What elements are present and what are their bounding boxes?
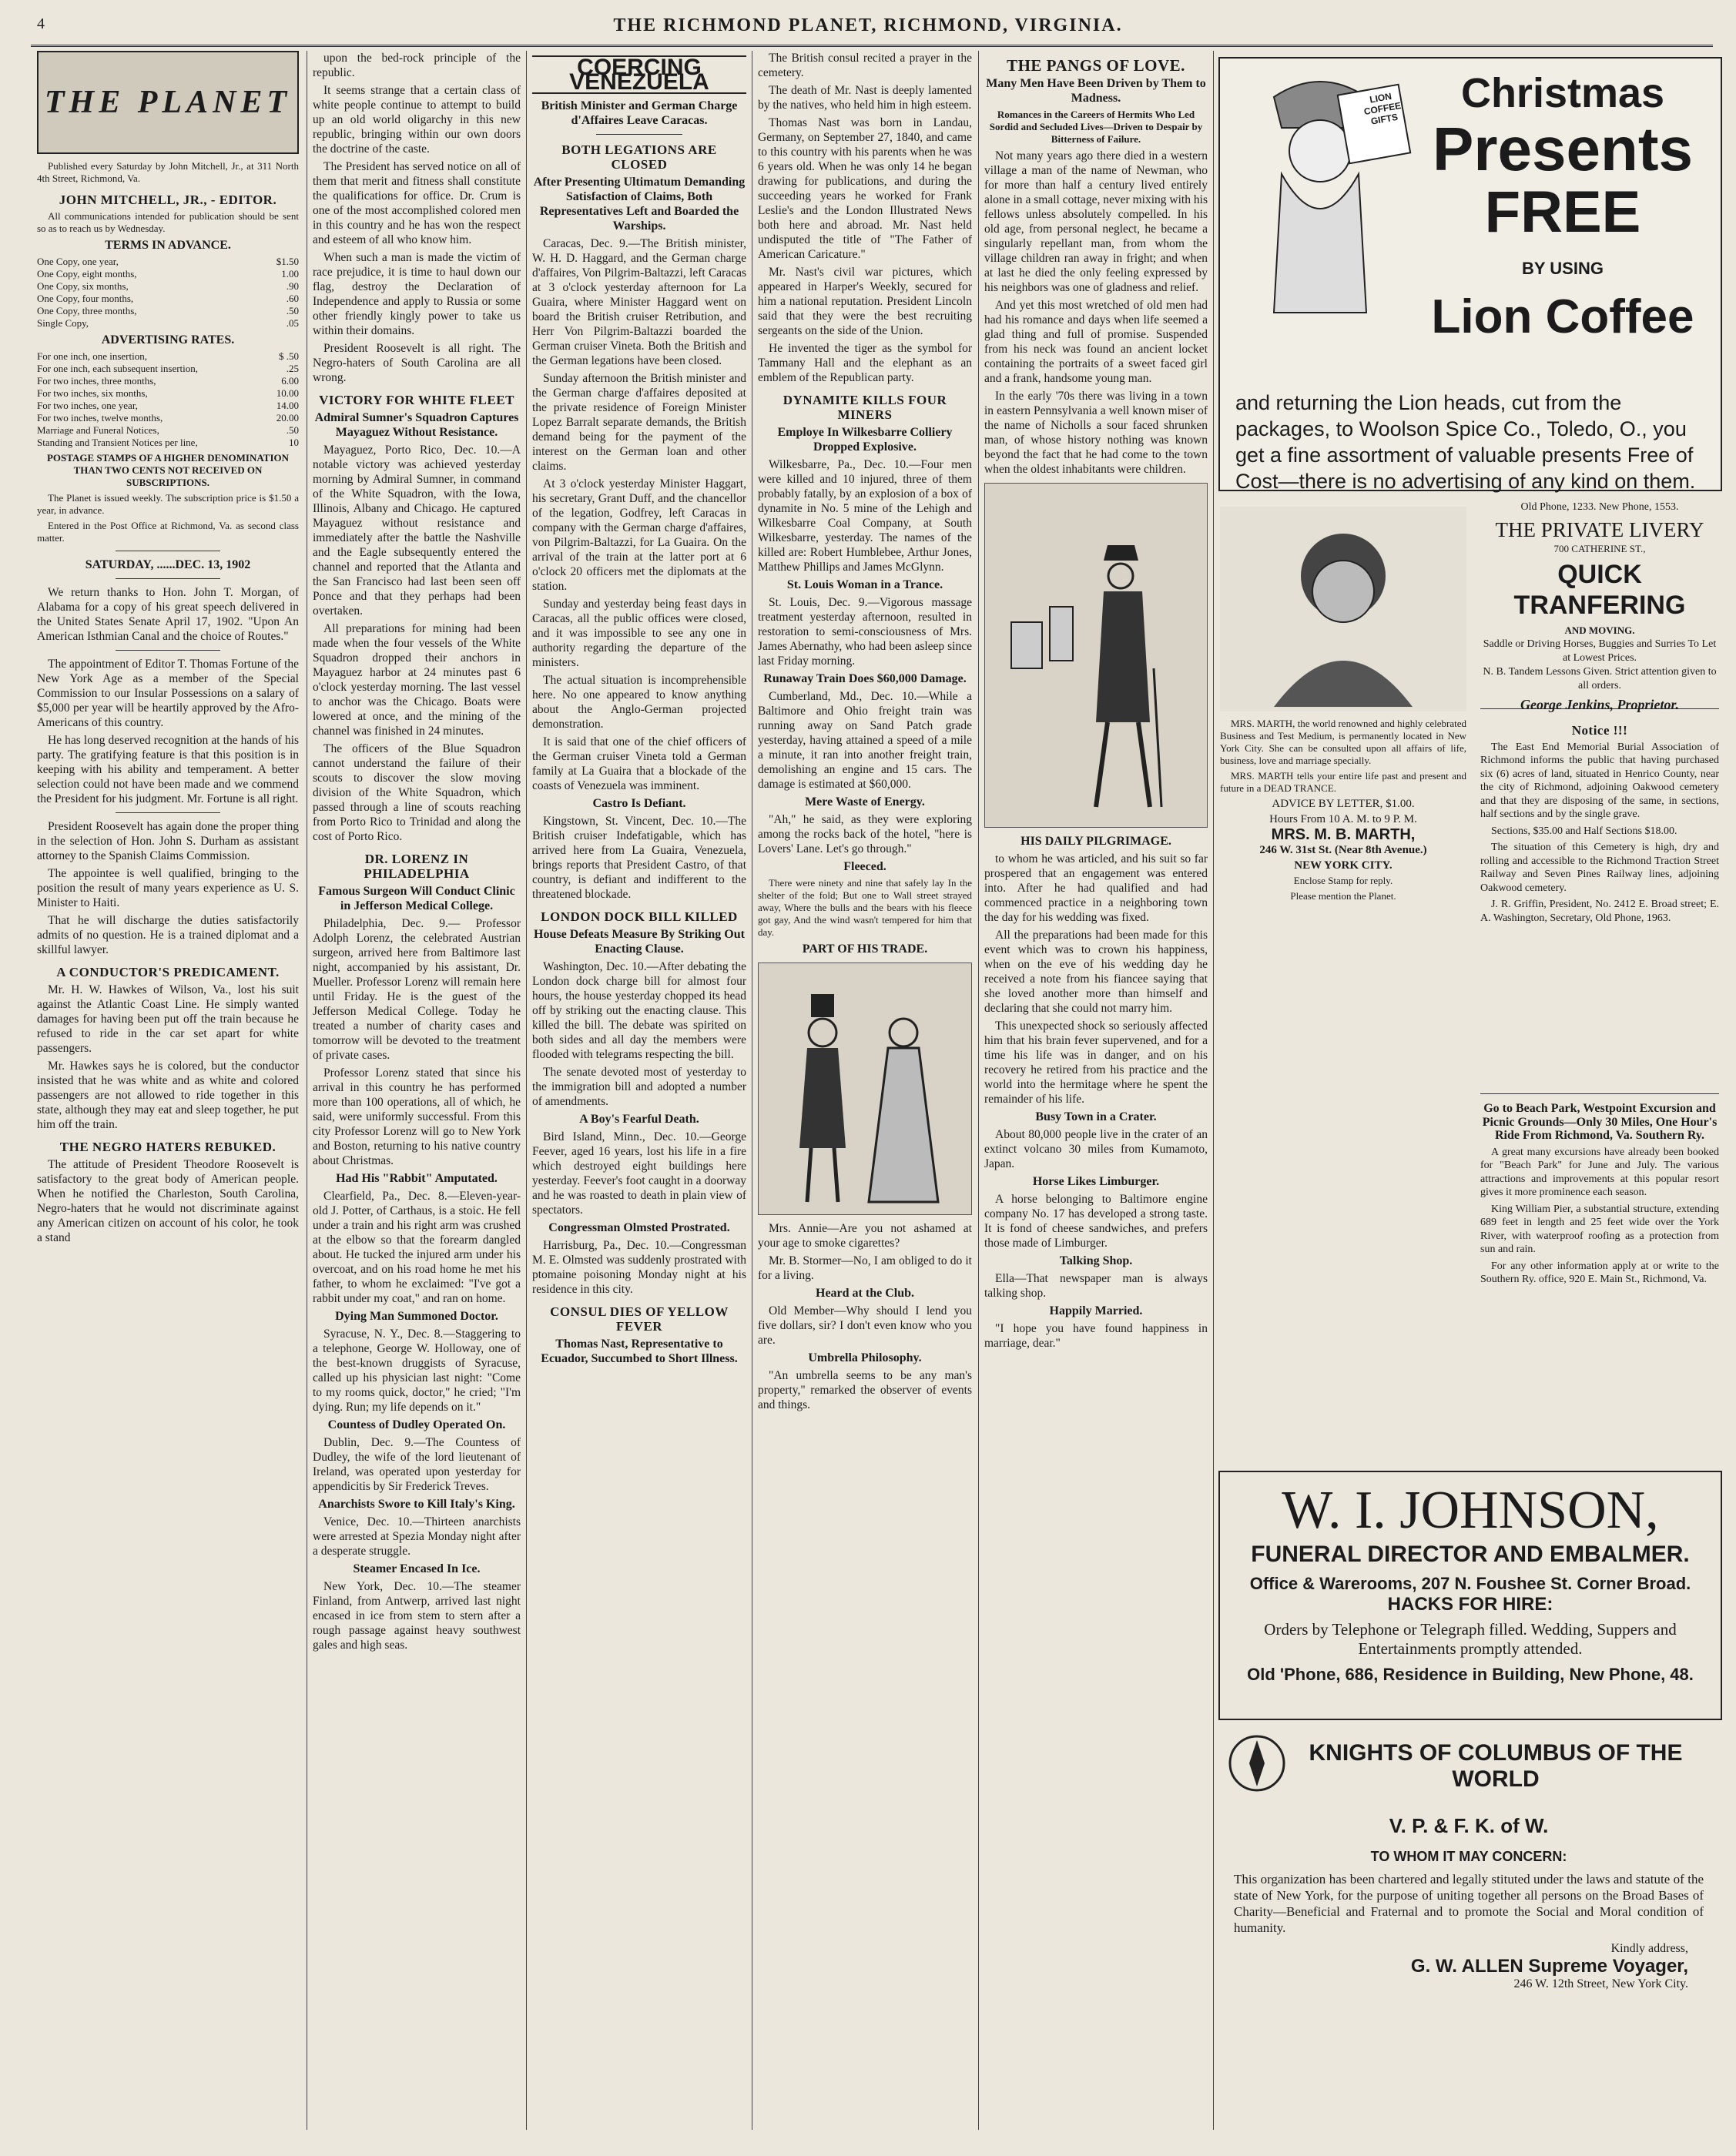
- article-subheading: Thomas Nast, Representative to Ecuador, Succumbed to Short Illness.: [541, 1337, 738, 1365]
- notice-paragraph: Sections, $35.00 and Half Sections $18.00.: [1491, 825, 1677, 837]
- article-paragraph: Venice, Dec. 10.—Thirteen anarchists were arrested at Spezia Monday night after a desperate struggle.: [313, 1515, 521, 1558]
- article-heading: DYNAMITE KILLS FOUR MINERS: [783, 393, 947, 422]
- article-heading: Steamer Encased In Ice.: [353, 1562, 481, 1575]
- article-paragraph: Sunday afternoon the British minister and the German charge d'affaires deposited at the private residence of Foreign Minister Lopez Barralt separate demands, the British demand being for the payment of the interest on the German loan and other claims.: [532, 372, 746, 473]
- knights-of-columbus-ad: [1218, 1725, 1719, 2133]
- article-paragraph: Mr. Hawkes says he is colored, but the conductor insisted that he was white and as white and colored passengers are not allowed to ride together in this state, although they may eat and sleep together, he put him off the train.: [37, 1060, 299, 1131]
- article-heading: VICTORY FOR WHITE FLEET: [319, 393, 514, 407]
- article-subheading: After Presenting Ultimatum Demanding Satisfaction of Claims, Both Representatives Left and Boarded the Warships.: [533, 176, 746, 233]
- article-heading: Castro Is Defiant.: [592, 797, 686, 810]
- article-paragraph: Mr. B. Stormer—No, I am obliged to do it for a living.: [758, 1254, 972, 1282]
- editorial-paragraph: The appointee is well qualified, bringing to the position the result of many years experience as U. S. Minister to Haiti.: [37, 867, 299, 909]
- terms-list: [37, 256, 299, 330]
- article-heading: THE NEGRO HATERS REBUKED.: [59, 1140, 276, 1154]
- advertising-list: [37, 350, 299, 449]
- article-subheading: Famous Surgeon Will Conduct Clinic in Jefferson Medical College.: [318, 885, 515, 912]
- johnson-funeral-ad: [1218, 1471, 1722, 1720]
- article-paragraph: Professor Lorenz stated that since his arrival in this country he has performed more than 100 operations, all of which, he said, were uniformly successful. From this city Professor Lorenz will go to New York and Boston, returning to his native country about Christmas.: [313, 1066, 521, 1167]
- livery-paragraph: Saddle or Driving Horses, Buggies and Surries To Let at Lowest Prices.: [1483, 638, 1717, 664]
- article-paragraph: St. Louis, Dec. 9.—Vigorous massage treatment yesterday afternoon, resulted in restoration to semi-consciousness of Mrs. James Abernathy, who had been asleep since last Friday morning.: [758, 596, 972, 668]
- illustration-caption: HIS DAILY PILGRIMAGE.: [1020, 835, 1171, 848]
- terms-title: TERMS IN ADVANCE.: [105, 239, 231, 252]
- marth-name: MRS. M. B. MARTH,: [1271, 826, 1416, 843]
- article-paragraph: It seems strange that a certain class of white people continue to attempt to build up an old world oligarchy in this new republic, bringing within our own doors the doctrine of the caste.: [313, 84, 521, 156]
- article-paragraph: New York, Dec. 10.—The steamer Finland, from Antwerp, arrived last night encased in ice from stem to stern after a rough passage against heavy southwest gales and high seas.: [313, 1580, 521, 1652]
- rate-price: 14.00: [276, 400, 299, 411]
- article-subheading: British Minister and German Charge d'Affaires Leave Caracas.: [541, 99, 738, 127]
- rate-price: .50: [286, 424, 299, 436]
- column-4: [758, 51, 972, 2130]
- rate-row: [37, 375, 299, 387]
- knights-to: TO WHOM IT MAY CONCERN:: [1370, 1849, 1567, 1864]
- rate-price: 1.00: [281, 268, 299, 280]
- marth-advice: ADVICE BY LETTER, $1.00.: [1272, 798, 1415, 810]
- rate-price: 10: [289, 437, 299, 448]
- cartoon-figures-icon: [772, 979, 957, 1210]
- article-paragraph: Kingstown, St. Vincent, Dec. 10.—The British cruiser Indefatigable, which has arrived here from La Guaira, Venezuela, brings reports that President Castro, of that country, is defiant and indifferent to the threatened blockade.: [532, 815, 746, 901]
- notice-title: Notice !!!: [1571, 723, 1628, 738]
- cartoon-illustration: [758, 962, 972, 1215]
- editorial-paragraph: President Roosevelt has again done the proper thing in the selection of Hon. John S. Durham as assistant attorney to the Spanish Claims Commission.: [37, 820, 299, 862]
- livery-address: 700 CATHERINE ST.,: [1553, 543, 1646, 554]
- article-paragraph: And yet this most wretched of old men had had his romance and days when life seemed a glad thing and full of promise. Suspended from his neck was found an ancient locket containing the portraits of a sweet faced girl and a frank, handsome young man.: [984, 299, 1208, 385]
- knights-address: 246 W. 12th Street, New York City.: [1513, 1977, 1688, 1990]
- coffee-brand: Lion Coffee: [1431, 290, 1694, 343]
- article-paragraph: At 3 o'clock yesterday Minister Haggart, his secretary, Grant Duff, and the chancellor of the legation, Godfrey, left Caracas in company with the German charge d'affaires, von Pilgrim-Baltazzi, for La Guaira. On the arrival of the train at the latter port at 6 o'clock 20 officers met the diplomats at the station.: [532, 477, 746, 593]
- editorial-paragraph: The appointment of Editor T. Thomas Fortune of the New York Age as a member of the Special Commission to our Insular Possessions on a salary of $5,000 per year will be heartily approved by the Afro-Americans of this country.: [37, 658, 299, 729]
- article-paragraph: "An umbrella seems to be any man's property," remarked the observer of events and things.: [758, 1369, 972, 1411]
- rate-label: For two inches, three months,: [37, 375, 156, 387]
- coffee-body: and returning the Lion heads, cut from the packages, to Woolson Spice Co., Toledo, O., you get a fine assortment of valuable presents Free of Cost—there is no advertising of any kind on them.: [1235, 391, 1696, 493]
- livery-moving: AND MOVING.: [1564, 624, 1635, 636]
- knights-title: KNIGHTS OF COLUMBUS OF THE WORLD: [1309, 1740, 1683, 1792]
- rate-row: [37, 412, 299, 424]
- article-heading: Had His "Rabbit" Amputated.: [336, 1172, 498, 1185]
- article-paragraph: Cumberland, Md., Dec. 10.—While a Baltimore and Ohio freight train was running away on Sand Patch grade yesterday, having attained a speed of a mile a minute, it ran into another freight train, demolishing an engine and 15 cars. The damage is estimated at $60,000.: [758, 690, 972, 791]
- article-heading: Congressman Olmsted Prostrated.: [548, 1221, 730, 1234]
- rate-label: One Copy, six months,: [37, 280, 129, 292]
- cartoon-title: PART OF HIS TRADE.: [802, 942, 928, 956]
- article-subheading: Admiral Sumner's Squadron Captures Mayaguez Without Resistance.: [314, 411, 519, 439]
- article-paragraph: Syracuse, N. Y., Dec. 8.—Staggering to a telephone, George W. Holloway, one of the best-known druggists of Syracuse, called up his physician last night: "Come to my rooms quick, doctor," he cried; "I'm dying. Run; my life depends on it.": [313, 1327, 521, 1414]
- article-paragraph: Sunday and yesterday being feast days in Caracas, all the public offices were closed, and it was impossible to see any one in authority regarding the departure of the ministers.: [532, 598, 746, 669]
- rate-price: 6.00: [281, 375, 299, 387]
- rate-label: For one inch, one insertion,: [37, 350, 147, 362]
- johnson-hacks: HACKS FOR HIRE:: [1387, 1594, 1553, 1615]
- rate-row: [37, 363, 299, 375]
- article-heading: Talking Shop.: [1059, 1254, 1133, 1267]
- article-paragraph: Caracas, Dec. 9.—The British minister, W. H. D. Haggard, and the German charge d'affaires, Von Pilgrim-Baltazzi, left Caracas at 3 o'clock yesterday afternoon for La Guaira, where Minister Haggard went on board the British cruiser Retribution, and Herr Von Pilgrim-Baltazzi boarded the German cruiser Vineta. Both the British and the German legations have been closed.: [532, 237, 746, 367]
- article-paragraph: Harrisburg, Pa., Dec. 10.—Congressman M. E. Olmsted was suddenly prostrated with ptomaine poisoning Monday night at his residence in this city.: [532, 1239, 746, 1296]
- page-number: 4: [37, 15, 45, 32]
- article-paragraph: Mayaguez, Porto Rico, Dec. 10.—A notable victory was achieved yesterday morning by Admiral Sumner, in command of the White Squadron, with the Iowa, Illinois, Albany and Chicago. He captured Mayaguez without resistance and immediately after the battle the Nashville and the Eagle subsequently entered the channel and reported that the Atlanta and the San Francisco had last been seen off Ponce and that they perhaps had been overtaken.: [313, 444, 521, 618]
- article-subheading: Romances in the Careers of Hermits Who Led Sordid and Secluded Lives—Driven to Despair by Bitterness of Failure.: [989, 109, 1203, 145]
- rate-label: One Copy, three months,: [37, 305, 137, 316]
- article-heading: Anarchists Swore to Kill Italy's King.: [318, 1498, 515, 1511]
- livery-headline: QUICK TRANFERING: [1513, 560, 1686, 620]
- article-paragraph: Bird Island, Minn., Dec. 10.—George Feever, aged 16 years, lost his life in a fire which destroyed eight buildings here yesterday. Feever's foot caught in a doorway and he was roasted to death in plain view of spectators.: [532, 1130, 746, 1217]
- article-paragraph: The officers of the Blue Squadron cannot understand the failure of their scouts to discover the slow moving division of the White Squadron, which passed through a line of scouts reaching from Porto Rico to Trinidad and along the cost of Porto Rico.: [313, 742, 521, 843]
- article-subheading: Many Men Have Been Driven by Them to Madness.: [986, 77, 1206, 105]
- article-paragraph: Ella—That newspaper man is always talking shop.: [984, 1272, 1208, 1300]
- column-rule: [978, 51, 979, 2130]
- article-paragraph: to whom he was articled, and his suit so far prospered that an engagement was entered into. After he had qualified and had commenced practice in a neighboring town the day for his wedding was fixed.: [984, 852, 1208, 924]
- article-paragraph: The senate devoted most of yesterday to the immigration bill and adopted a number of amendments.: [532, 1066, 746, 1108]
- article-paragraph: All the preparations had been made for this event which was to crown his happiness, when on the eve of his wedding day he received a note from his fiancee saying that she loved another more than himself and declaring that she could not marry him.: [984, 929, 1208, 1015]
- coffee-headline-christmas: Christmas: [1460, 70, 1665, 116]
- rate-row: [37, 280, 299, 293]
- article-main-heading: COERCING VENEZUELA: [532, 55, 746, 94]
- article-paragraph: Thomas Nast was born in Landau, Germany, on September 27, 1840, and came to this country with his parents when he was 6 years old. When he was only 14 he began drawing for publications, and during the succeeding years he worked for Frank Leslie's and the London Illustrated News both here and abroad. Mr. Nast held undisputed the title of "The Father of American Caricature.": [758, 116, 972, 261]
- subscription-notice: The Planet is issued weekly. The subscription price is $1.50 a year, in advance.: [37, 492, 299, 516]
- coffee-by-using: BY USING: [1522, 259, 1604, 278]
- column-5: [984, 51, 1208, 2130]
- article-paragraph: "Ah," he said, as they were exploring among the rocks back of the hotel, "here is Lovers' Lane. Let's go through.": [758, 813, 972, 855]
- article-heading: Runaway Train Does $60,000 Damage.: [763, 672, 967, 685]
- article-heading: DR. LORENZ IN PHILADELPHIA: [364, 852, 470, 881]
- masthead: THE RICHMOND PLANET, RICHMOND, VIRGINIA.: [613, 15, 1123, 35]
- article-heading: Happily Married.: [1049, 1304, 1143, 1317]
- article-paragraph: upon the bed-rock principle of the republic.: [313, 52, 521, 79]
- article-heading: A CONDUCTOR'S PREDICAMENT.: [56, 965, 280, 979]
- rate-label: One Copy, eight months,: [37, 268, 137, 280]
- article-paragraph: Old Member—Why should I lend you five dollars, sir? I don't even know who you are.: [758, 1304, 972, 1347]
- column-3: [532, 51, 746, 2130]
- beach-title: Go to Beach Park, Westpoint Excursion and Picnic Grounds—Only 30 Miles, One Hour's Ride From Richmond, Va. Southern Ry.: [1482, 1102, 1718, 1142]
- postage-notice: POSTAGE STAMPS OF A HIGHER DENOMINATION THAN TWO CENTS NOT RECEIVED ON SUBSCRIPTIONS.: [46, 452, 290, 488]
- article-paragraph: The actual situation is incomprehensible here. No one appeared to know anything about the Anglo-German projected demonstration.: [532, 674, 746, 731]
- rate-label: Single Copy,: [37, 317, 89, 329]
- marth-hours: Hours From 10 A. M. to 9 P. M.: [1269, 813, 1417, 825]
- article-subheading: House Defeats Measure By Striking Out Enacting Clause.: [534, 928, 745, 956]
- article-paragraph: Not many years ago there died in a western village a man of the name of Newman, who for more than half a century lived entirely alone in a small cottage, never mixing with his fellows unless absolutely compelled. In his old age, from personal neglect, he became a singularly repellant man, from whom the village children ran away in fright; and when at last he died the only feeling expressed by his neighbors was one of gladness and relief.: [984, 149, 1208, 294]
- rate-label: For two inches, six months,: [37, 387, 148, 399]
- article-paragraph: A horse belonging to Baltimore engine company No. 17 has developed a strong taste. It is fond of cheese sandwiches, and prefers those made of Limburger.: [984, 1193, 1208, 1250]
- marth-mention: Please mention the Planet.: [1290, 890, 1396, 902]
- knights-sub: V. P. & F. K. of W.: [1389, 1814, 1549, 1837]
- advertising-title: ADVERTISING RATES.: [101, 333, 235, 346]
- article-paragraph: Washington, Dec. 10.—After debating the London dock charge bill for almost four hours, the house yesterday chopped its head off by striking out the enacting clause. This killed the bill. The debate was spirited on both sides and all day the members were flooded with telegrams respecting the bill.: [532, 960, 746, 1061]
- column-2: [313, 51, 521, 2130]
- article-paragraph: Dublin, Dec. 9.—The Countess of Dudley, the wife of the lord lieutenant of Ireland, was operated upon yesterday for appendicitis by Sir Frederick Treves.: [313, 1436, 521, 1493]
- rate-label: For one inch, each subsequent insertion,: [37, 363, 199, 374]
- article-paragraph: This unexpected shock so seriously affected him that his brain fever supervened, and for a time his life was in danger, and on his recovery he retired from his practice and the world into the hermitage where he spent the remainder of his life.: [984, 1019, 1208, 1106]
- article-paragraph: Clearfield, Pa., Dec. 8.—Eleven-year-old J. Potter, of Carthaus, is a stoic. He fell under a train and his right arm was crushed at the elbow so that the forearm dangled about. He tucked the injured arm under his overcoat, and on his road home he met his father, to whom he exclaimed: "I've got a rabbit under my coat," and ran on home.: [313, 1190, 521, 1305]
- dateline: SATURDAY, ......DEC. 13, 1902: [85, 558, 251, 571]
- marth-address: 246 W. 31st St. (Near 8th Avenue.): [1259, 844, 1427, 856]
- marth-paragraph: MRS. MARTH tells your entire life past and present and future in a DEAD TRANCE.: [1220, 770, 1466, 794]
- rate-label: For two inches, twelve months,: [37, 412, 163, 424]
- coffee-headline-block: [1413, 69, 1713, 344]
- rate-row: [37, 256, 299, 268]
- rate-label: For two inches, one year,: [37, 400, 138, 411]
- notice-paragraph: The East End Memorial Burial Association of Richmond informs the public that having purchased six (6) acres of land, situated in Henrico County, near the city of Richmond, adjoining Oakwood cemetery and that they are disposing of the same, in sections, half sections and by the single grave.: [1480, 741, 1719, 820]
- article-heading: Mere Waste of Energy.: [805, 795, 925, 808]
- article-heading: Horse Likes Limburger.: [1032, 1175, 1160, 1188]
- rate-price: .05: [286, 317, 299, 329]
- marth-stamp: Enclose Stamp for reply.: [1293, 875, 1393, 886]
- rate-label: One Copy, one year,: [37, 256, 119, 267]
- editorial-paragraph: That he will discharge the duties satisfactorily admits of no question. He is a trained diplomat and a skillful lawyer.: [37, 914, 299, 956]
- woman-portrait-icon: [1251, 514, 1436, 707]
- coffee-headline-presents: Presents: [1433, 115, 1693, 183]
- article-subheading: Employe In Wilkesbarre Colliery Dropped Explosive.: [777, 426, 953, 454]
- rate-row: [37, 400, 299, 412]
- article-heading: LONDON DOCK BILL KILLED: [541, 909, 738, 924]
- publisher-line: Published every Saturday by John Mitchell, Jr., at 311 North 4th Street, Richmond, Va.: [37, 160, 299, 184]
- article-paragraph: Mr. H. W. Hawkes of Wilson, Va., lost his suit against the Atlantic Coast Line. He simply wanted damages for having been put off the train because he refused to ride in the car set apart for white passengers.: [37, 983, 299, 1055]
- rate-row: [37, 305, 299, 317]
- rate-row: [37, 437, 299, 449]
- knights-kindly: Kindly address,: [1610, 1942, 1688, 1955]
- rate-price: $ .50: [279, 350, 299, 362]
- poem: There were ninety and nine that safely lay In the shelter of the fold; But one to Wall street strayed away, Where the bulls and the bears with his fleece got gay, And the wind wasn't tempered for him that day.: [758, 877, 972, 938]
- pilgrim-figure-icon: [996, 514, 1196, 822]
- article-paragraph: It is said that one of the chief officers of the German cruiser Vineta told a German family at La Guaira that a blockade of the coasts of Venezuela was imminent.: [532, 735, 746, 792]
- rate-price: $1.50: [276, 256, 299, 267]
- rate-price: 10.00: [276, 387, 299, 399]
- johnson-paragraph: Orders by Telephone or Telegraph filled. Wedding, Suppers and Entertainments promptly attended.: [1264, 1620, 1677, 1658]
- article-heading: Umbrella Philosophy.: [808, 1351, 922, 1364]
- burial-notice-ad: [1480, 716, 1719, 1078]
- article-heading: Fleeced.: [843, 860, 886, 873]
- order-emblem-icon: [1226, 1732, 1288, 1794]
- article-paragraph: "I hope you have found happiness in marriage, dear.": [984, 1322, 1208, 1350]
- rate-row: [37, 387, 299, 400]
- livery-title: THE PRIVATE LIVERY: [1495, 518, 1704, 541]
- beach-paragraph: King William Pier, a substantial structure, extending 689 feet in length and 25 feet wide over the York River, with waterproof roofing as a protection from sun and rain.: [1480, 1203, 1719, 1255]
- article-heading: Heard at the Club.: [816, 1287, 914, 1300]
- knights-paragraph: This organization has been chartered and legally stituted under the laws and statute of the state of New York, for the purpose of uniting together all persons on the Broad Bases of Charity—Beneficial and Fraternal and to promote the Social and Moral condition of humanity.: [1234, 1872, 1704, 1935]
- rate-price: 20.00: [276, 412, 299, 424]
- lion-coffee-gifts-label: LION COFFEE GIFTS: [1362, 90, 1403, 127]
- article-paragraph: President Roosevelt is all right. The Negro-haters of South Carolina are all wrong.: [313, 342, 521, 384]
- beach-paragraph: For any other information apply at or write to the Southern Ry. office, 920 E. Main St., Richmond, Va.: [1480, 1260, 1719, 1285]
- column-1: [37, 51, 299, 2130]
- article-paragraph: The attitude of President Theodore Roosevelt is satisfactory to the great body of American people. When he notified the Charleston, South Carolina, Negro-haters that he would not discriminate against any American citizen on account of his color, he took a stand: [37, 1158, 299, 1244]
- article-paragraph: Wilkesbarre, Pa., Dec. 10.—Four men were killed and 10 injured, three of them probably fatally, by an explosion of a box of dynamite in No. 5 mine of the Lehigh and Wilkesbarre Coal Company, at South Wilkesbarre, yesterday. The names of the killed are: Robert Humblebee, Arthur Jones, Matthew Phillips and James McGlynn.: [758, 458, 972, 574]
- article-heading: CONSUL DIES OF YELLOW FEVER: [550, 1304, 729, 1334]
- livery-phones: Old Phone, 1233. New Phone, 1553.: [1520, 501, 1679, 513]
- marth-portrait: [1220, 507, 1466, 711]
- column-rule: [526, 51, 527, 2130]
- notice-paragraph: J. R. Griffin, President, No. 2412 E. Broad street; E. A. Washington, Secretary, Old Phone, 1963.: [1480, 899, 1719, 924]
- rate-row: [37, 424, 299, 437]
- rate-price: .50: [286, 305, 299, 316]
- article-paragraph: Mr. Nast's civil war pictures, which appeared in Harper's Weekly, secured for him a national reputation. President Lincoln said that they were the best recruiting sergeants on the side of the Union.: [758, 266, 972, 337]
- rate-price: .90: [286, 280, 299, 292]
- knights-signature: G. W. ALLEN Supreme Voyager,: [1410, 1956, 1688, 1977]
- coffee-headline-free: FREE: [1484, 179, 1641, 245]
- pilgrimage-illustration: [984, 483, 1208, 828]
- johnson-phone: Old 'Phone, 686, Residence in Building, New Phone, 48.: [1247, 1665, 1694, 1684]
- beach-park-ad: [1480, 1093, 1719, 1468]
- article-paragraph: When such a man is made the victim of race prejudice, it is time to haul down our flag, destroy the Declaration of Independence and apply to Russia or some other friendly kingly power to take us within their domains.: [313, 251, 521, 337]
- johnson-title: FUNERAL DIRECTOR AND EMBALMER.: [1251, 1542, 1690, 1567]
- article-paragraph: Mrs. Annie—Are you not ashamed at your age to smoke cigarettes?: [758, 1222, 972, 1250]
- article-paragraph: The British consul recited a prayer in the cemetery.: [758, 52, 972, 79]
- johnson-office: Office & Warerooms, 207 N. Foushee St. Corner Broad.: [1249, 1574, 1691, 1593]
- livery-ad: [1480, 500, 1719, 712]
- article-heading: Dying Man Summoned Doctor.: [335, 1310, 498, 1323]
- planet-logo: THE PLANET: [37, 51, 299, 154]
- editorial-paragraph: He has long deserved recognition at the hands of his party. The gratifying feature is that this position is in keeping with his ability and temperament. A better selection could not have been made and we commend the President for his judgment. Mr. Fortune is all right.: [37, 734, 299, 805]
- entered-notice: Entered in the Post Office at Richmond, Va. as second class matter.: [37, 520, 299, 544]
- article-heading: St. Louis Woman in a Trance.: [786, 578, 943, 591]
- rate-price: .60: [286, 293, 299, 304]
- article-paragraph: The death of Mr. Nast is deeply lamented by the natives, who held him in high esteem.: [758, 84, 972, 112]
- column-rule: [1213, 51, 1214, 2130]
- editorial-paragraph: We return thanks to Hon. John T. Morgan, of Alabama for a copy of his great speech delivered in the United States Senate April 17, 1902. "Upon An American Isthmian Canal and the choice of Routes.": [37, 586, 299, 643]
- editor-line: JOHN MITCHELL, JR., - EDITOR.: [59, 192, 277, 207]
- marth-paragraph: MRS. MARTH, the world renowned and highly celebrated Business and Test Medium, is permanently located in New York City. She can be consulted upon all affairs of life, business, love and marriage specially.: [1220, 718, 1466, 766]
- livery-owner: George Jenkins, Proprietor.: [1520, 697, 1679, 712]
- marth-ad: [1220, 500, 1466, 1448]
- communications-note: All communications intended for publication should be sent so as to reach us by Wednesday.: [37, 210, 299, 234]
- article-heading: Busy Town in a Crater.: [1035, 1110, 1157, 1123]
- livery-paragraph: N. B. Tandem Lessons Given. Strict attention given to all orders.: [1483, 666, 1717, 691]
- rate-price: .25: [286, 363, 299, 374]
- rate-row: [37, 317, 299, 330]
- article-paragraph: Philadelphia, Dec. 9.— Professor Adolph Lorenz, the celebrated Austrian surgeon, arrived here from Baltimore last night, accompanied by his assistant, Dr. Mueller. Professor Lorenz will remain here until Friday. He is the guest of the Jefferson Medical College. Today he treated a number of charity cases and tomorrow will be devoted to the treatment of private cases.: [313, 917, 521, 1062]
- notice-paragraph: The situation of this Cemetery is high, dry and rolling and accessible to the Richmond Traction Street Railway and Seven Pines Railway lines, adjoining Oakwood cemetery.: [1480, 842, 1719, 894]
- rate-row: [37, 293, 299, 305]
- rate-label: Marriage and Funeral Notices,: [37, 424, 159, 436]
- rate-row: [37, 350, 299, 363]
- marth-city: NEW YORK CITY.: [1294, 859, 1392, 872]
- article-paragraph: In the early '70s there was living in a town in eastern Pennsylvania a well known miser of the name of Nicholls a sour faced shrunken man, of whose history nothing was known beyond the fact that he had come to the town when the oldest inhabitants were children.: [984, 390, 1208, 476]
- rate-label: Standing and Transient Notices per line,: [37, 437, 198, 448]
- article-paragraph: The President has served notice on all of them that merit and fitness shall constitute the qualifications for office. Dr. Crum is one of the most accomplished colored men in this country and he has won the respect and esteem of all who know him.: [313, 160, 521, 246]
- article-paragraph: About 80,000 people live in the crater of an extinct volcano 30 miles from Kumamoto, Japan.: [984, 1128, 1208, 1170]
- article-paragraph: He invented the tiger as the symbol for Tammany Hall and the elephant as an emblem of the Republican party.: [758, 342, 972, 384]
- article-heading: A Boy's Fearful Death.: [579, 1113, 699, 1126]
- article-main-heading: THE PANGS OF LOVE.: [1007, 56, 1185, 75]
- article-heading: Countess of Dudley Operated On.: [327, 1418, 506, 1431]
- rate-row: [37, 268, 299, 280]
- rate-label: One Copy, four months,: [37, 293, 134, 304]
- lion-coffee-ad: [1218, 57, 1722, 491]
- masthead-rule: [31, 45, 1713, 47]
- article-heading: BOTH LEGATIONS ARE CLOSED: [561, 142, 717, 172]
- johnson-name: W. I. JOHNSON,: [1282, 1481, 1659, 1540]
- article-paragraph: All preparations for mining had been made when the four vessels of the White Squadron dropped their anchors in Mayaguez harbor at 24 minutes past 6 o'clock yesterday morning. The last vessel to anchor was the Chicago. Boats were lowered at once, and the mining of the channel was finished in 24 minutes.: [313, 622, 521, 738]
- beach-paragraph: A great many excursions have already been booked for "Beach Park" for June and July. The various attractions and improvements at this popular resort gives it more prominence each season.: [1480, 1146, 1719, 1198]
